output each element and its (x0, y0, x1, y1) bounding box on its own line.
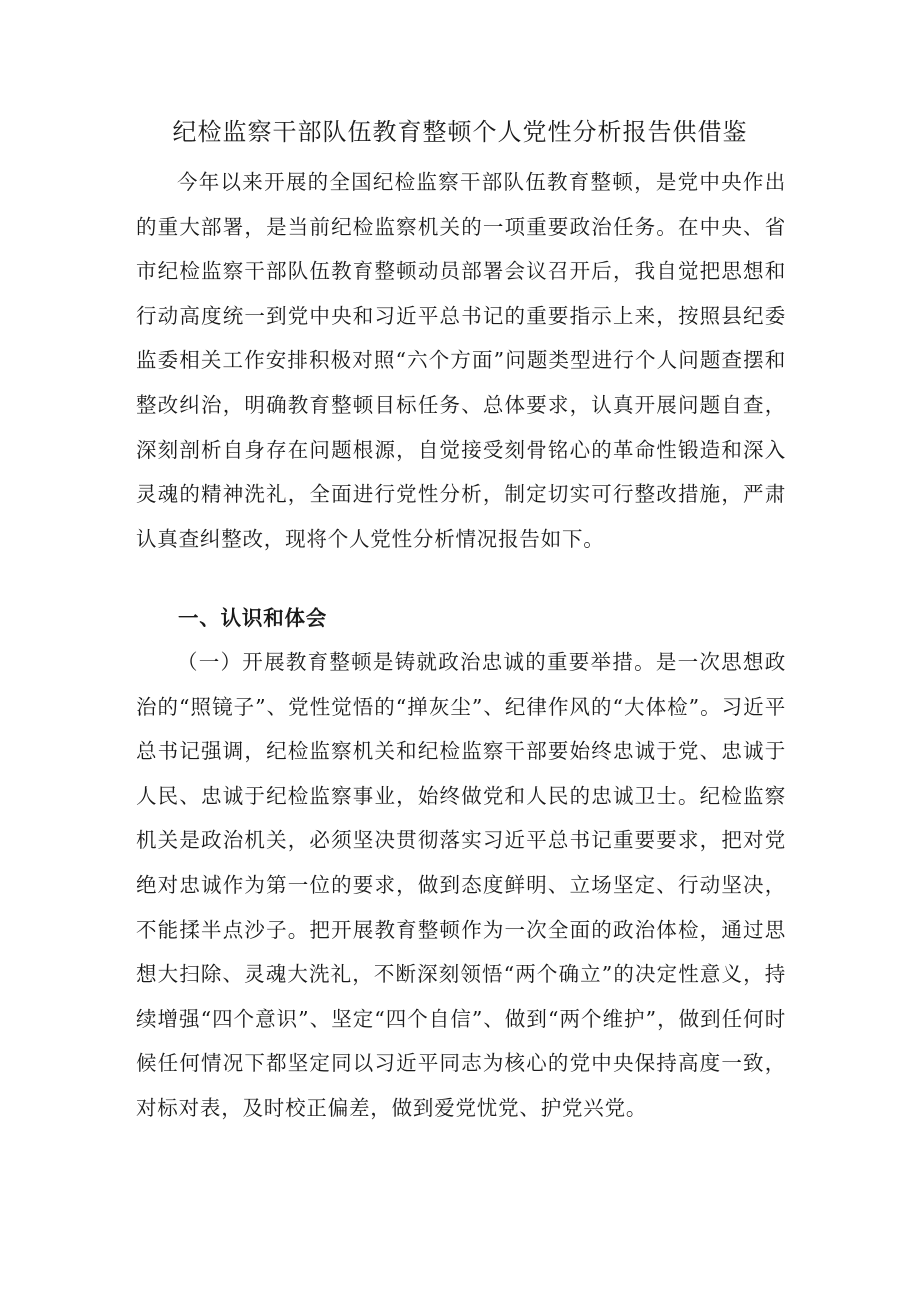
intro-paragraph: 今年以来开展的全国纪检监察干部队伍教育整顿，是党中央作出的重大部署，是当前纪检监察机关的一项重要政治任务。在中央、省市纪检监察干部队伍教育整顿动员部署会议召开后，我自觉把思想和行动高度统一到党中央和习近平总书记的重要指示上来，按照县纪委监委相关工作安排积极对照“六个方面”问题类型进行个人问题查摆和整改纠治，明确教育整顿目标任务、总体要求，认真开展问题自查，深刻剖析自身存在问题根源，自觉接受刻骨铭心的革命性锻造和深入灵魂的精神洗礼，全面进行党性分析，制定切实可行整改措施，严肃认真查纠整改，现将个人党性分析情况报告如下。 (136, 170, 786, 551)
document-title: 纪检监察干部队伍教育整顿个人党性分析报告供借鉴 (172, 118, 748, 146)
section-heading: 一、认识和体会 (178, 606, 328, 630)
section-paragraph: （一）开展教育整顿是铸就政治忠诚的重要举措。是一次思想政治的“照镜子”、党性觉悟的“掸灰尘”、纪律作风的“大体检”。习近平总书记强调，纪检监察机关和纪检监察干部要始终忠诚于党、忠诚于人民、忠诚于纪检监察事业，始终做党和人民的忠诚卫士。纪检监察机关是政治机关，必须坚决贯彻落实习近平总书记重要要求，把对党绝对忠诚作为第一位的要求，做到态度鲜明、立场坚定、行动坚决，不能揉半点沙子。把开展教育整顿作为一次全面的政治体检，通过思想大扫除、灵魂大洗礼，不断深刻领悟“两个确立”的决定性意义，持续增强“四个意识”、坚定“四个自信”、做到“两个维护”，做到任何时候任何情况下都坚定同以习近平同志为核心的党中央保持高度一致，对标对表，及时校正偏差，做到爱党忧党、护党兴党。 (136, 650, 786, 1120)
